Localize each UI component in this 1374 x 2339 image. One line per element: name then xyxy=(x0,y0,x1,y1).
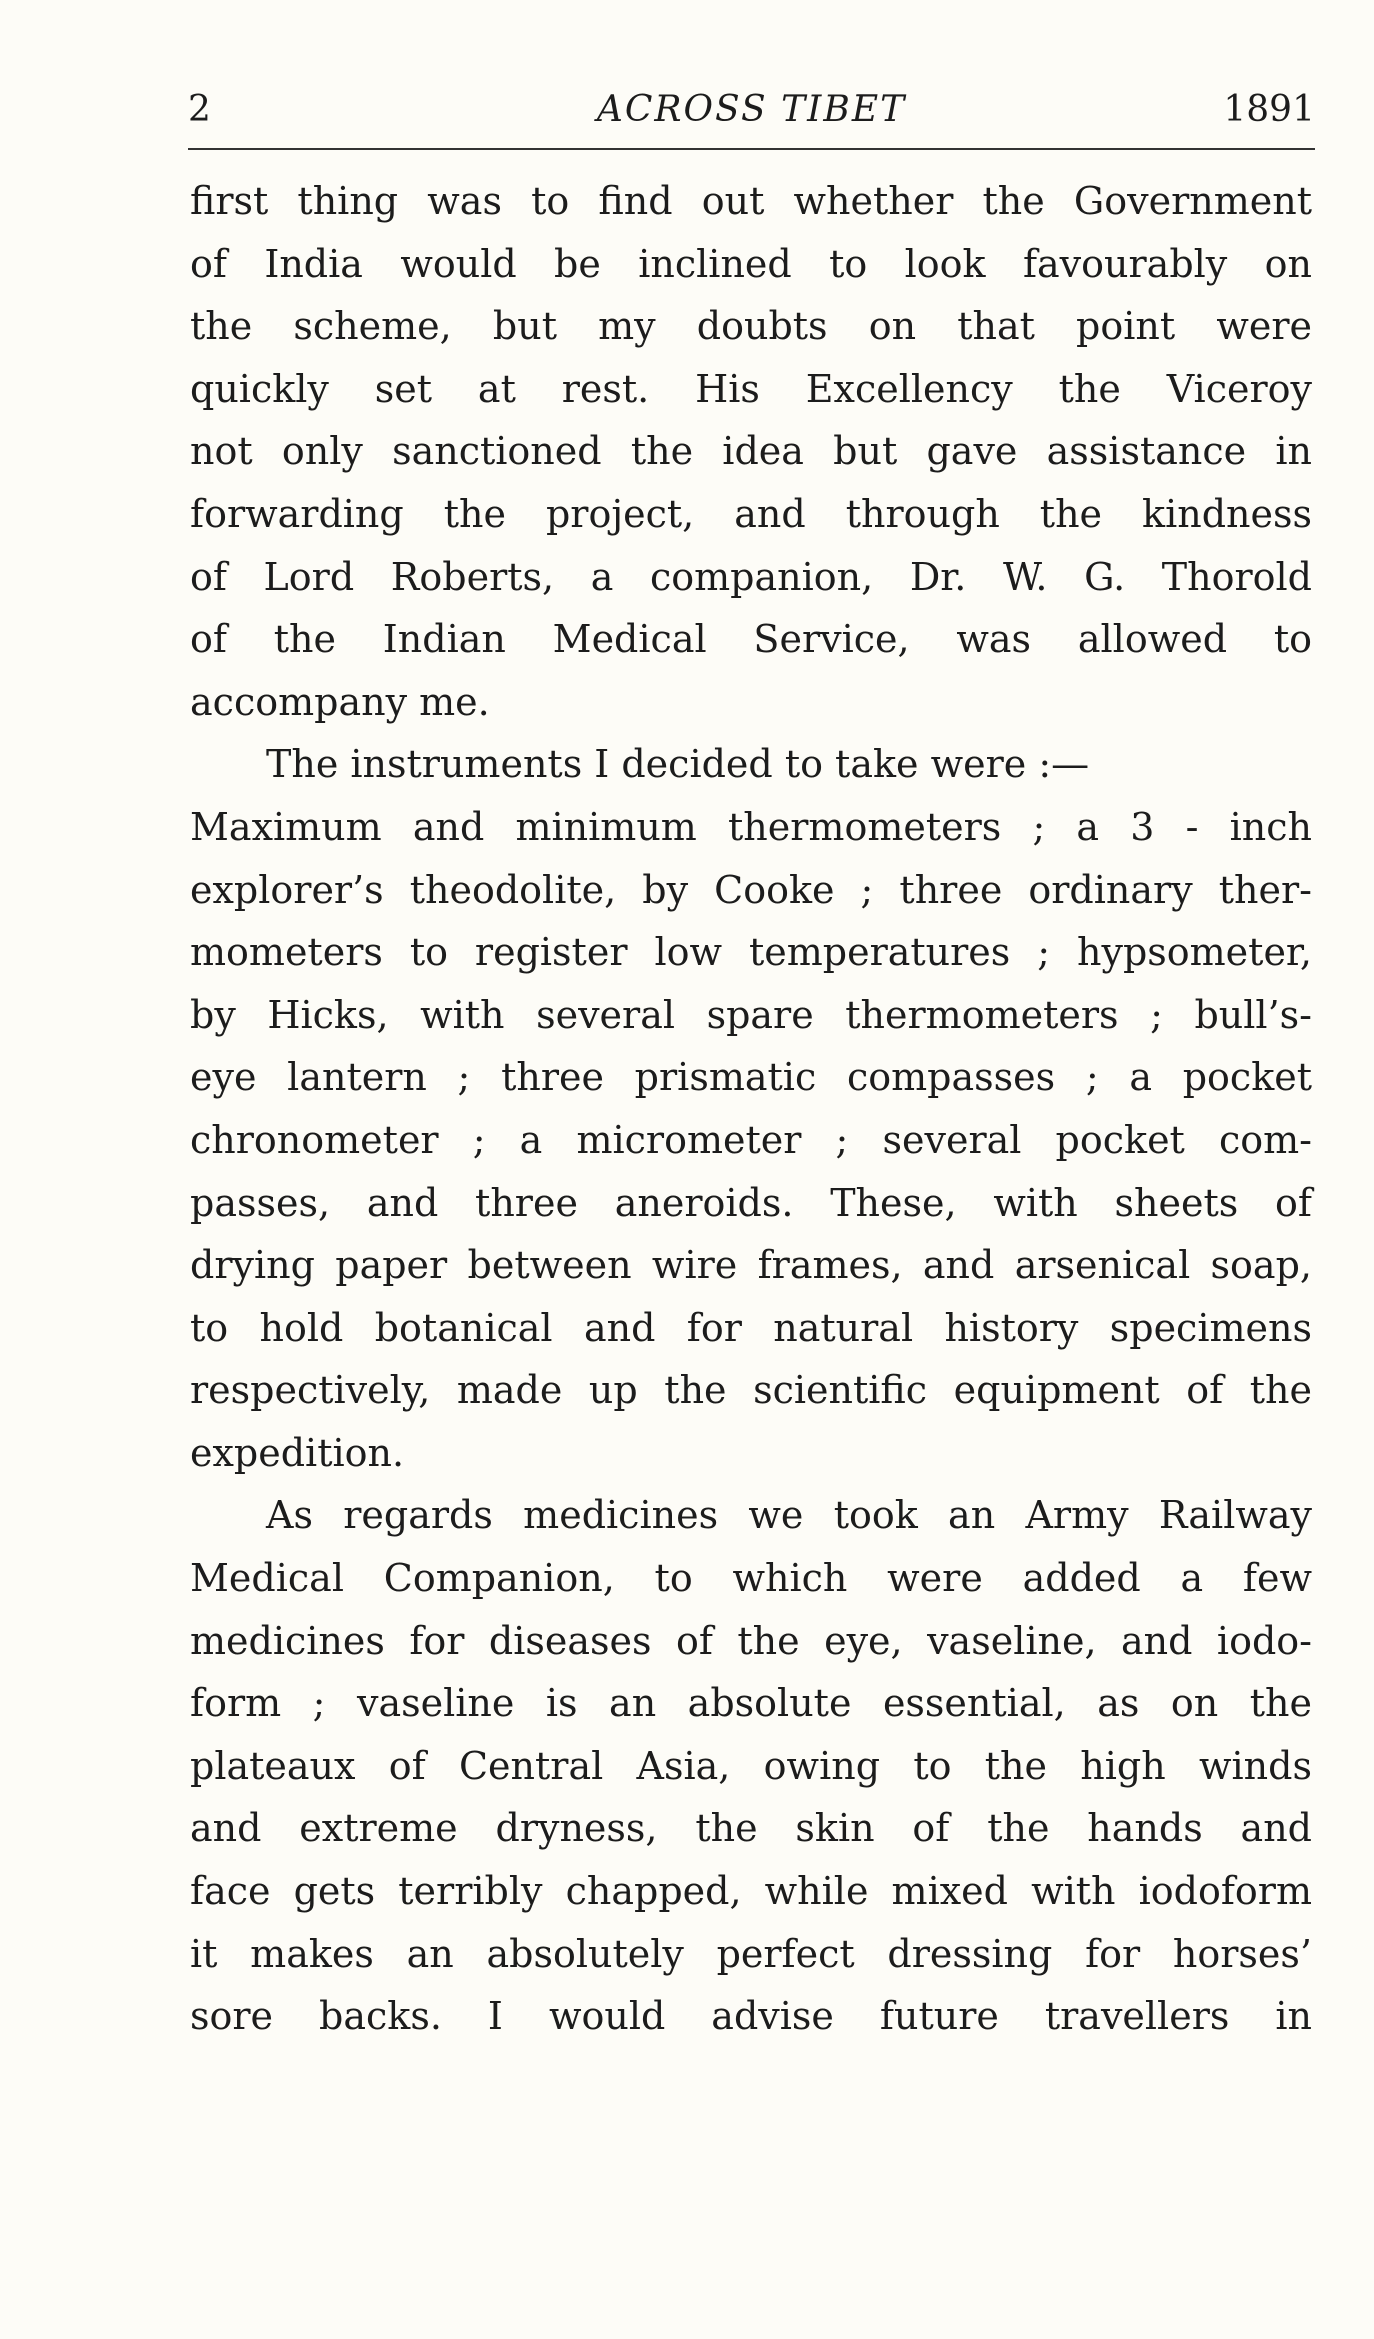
text-line: of Lord Roberts, a companion, Dr. W. G. Thorold xyxy=(190,554,1312,599)
text-line: of India would be inclined to look favourably on xyxy=(190,241,1312,286)
text-line: forwarding the project, and through the kindness xyxy=(190,491,1312,536)
page-number: 2 xyxy=(188,89,211,130)
text-line: it makes an absolutely perfect dressing for horses’ xyxy=(190,1931,1312,1976)
text-line: quickly set at rest. His Excellency the Viceroy xyxy=(190,366,1312,411)
running-title: ACROSS TIBET xyxy=(596,89,907,130)
text-line: plateaux of Central Asia, owing to the high winds xyxy=(190,1743,1312,1788)
year-marker: 1891 xyxy=(1223,89,1315,130)
text-line: to hold botanical and for natural history specimens xyxy=(190,1305,1312,1350)
text-line: medicines for diseases of the eye, vaseline, and iodo- xyxy=(190,1618,1312,1663)
text-line: Medical Companion, to which were added a few xyxy=(190,1556,1312,1601)
text-line: accompany me. xyxy=(190,679,490,724)
text-line: of the Indian Medical Service, was allowed to xyxy=(190,617,1312,662)
text-line: the scheme, but my doubts on that point were xyxy=(190,304,1312,349)
text-line: first thing was to find out whether the Government xyxy=(190,179,1312,223)
header-rule xyxy=(188,148,1315,150)
text-line: form ; vaseline is an absolute essential, as on the xyxy=(190,1681,1312,1726)
text-line: not only sanctioned the idea but gave assistance in xyxy=(190,429,1312,474)
text-line: The instruments I decided to take were :— xyxy=(266,742,1090,787)
text-line: As regards medicines we took an Army Railway xyxy=(266,1493,1312,1538)
text-line: Maximum and minimum thermometers ; a 3 - inch xyxy=(190,804,1312,849)
text-line: and extreme dryness, the skin of the hands and xyxy=(190,1806,1312,1851)
text-line: respectively, made up the scientific equipment of the xyxy=(190,1368,1312,1413)
text-line: by Hicks, with several spare thermometers ; bull’s- xyxy=(190,992,1312,1037)
running-head xyxy=(188,80,1315,140)
text-line: expedition. xyxy=(190,1430,405,1475)
text-line: face gets terribly chapped, while mixed with iodoform xyxy=(190,1869,1312,1914)
text-line: eye lantern ; three prismatic compasses ; a pocket xyxy=(190,1055,1312,1100)
text-line: drying paper between wire frames, and arsenical soap, xyxy=(190,1243,1312,1288)
text-line: explorer’s theodolite, by Cooke ; three ordinary ther- xyxy=(190,867,1312,912)
body-text xyxy=(190,170,1312,2048)
text-line: mometers to register low temperatures ; hypsometer, xyxy=(190,930,1312,975)
text-line: chronometer ; a micrometer ; several pocket com- xyxy=(190,1117,1312,1162)
text-line: sore backs. I would advise future travellers in xyxy=(190,1994,1312,2039)
text-line: passes, and three aneroids. These, with sheets of xyxy=(190,1180,1312,1225)
